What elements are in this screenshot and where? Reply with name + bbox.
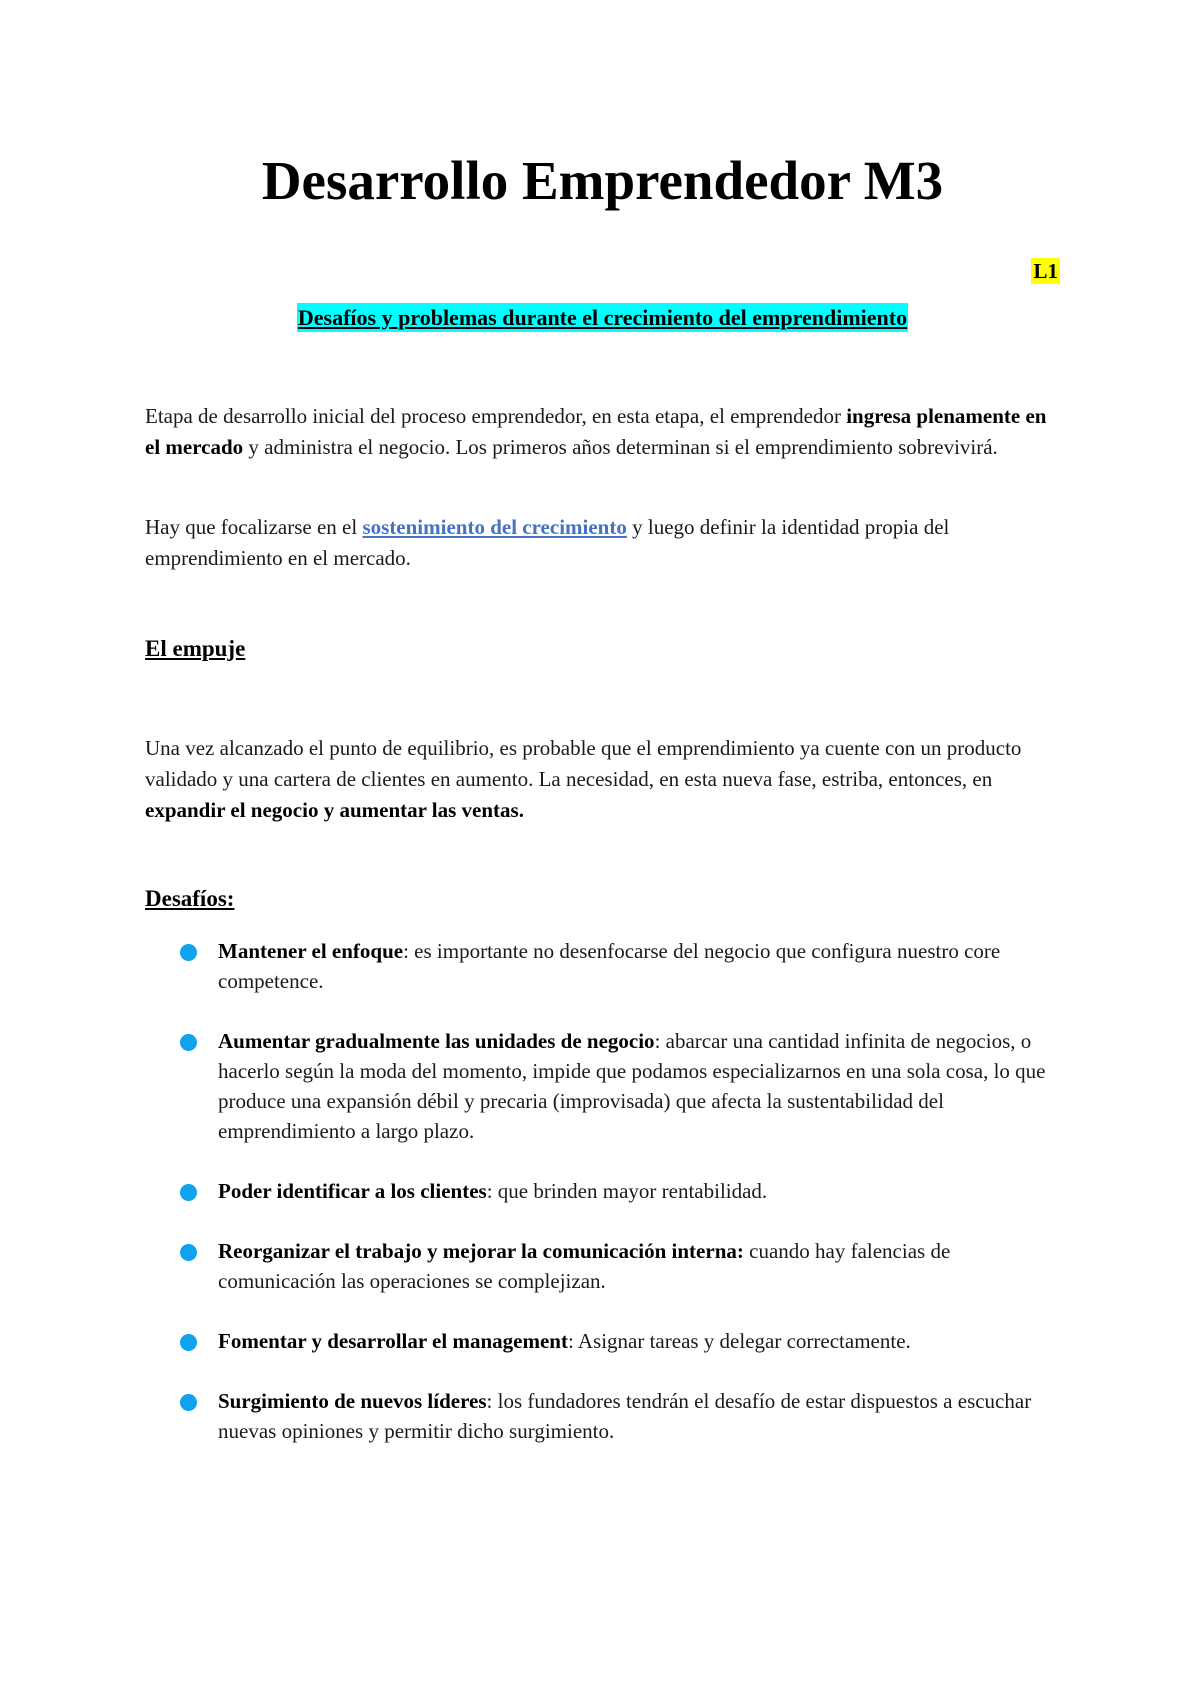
item-bold: Surgimiento de nuevos líderes [218,1389,487,1413]
document-subtitle: Desafíos y problemas durante el crecimiento del emprendimiento [297,305,908,330]
list-item [180,1026,1060,1146]
list-item [180,1326,1060,1356]
bullet-dot-icon [180,1244,197,1261]
item-text: : abarcar una cantidad infinita de negocios, o hacerlo según la moda del momento, impide que podamos especializarnos en una sola cosa, lo que produce una expansión débil y precaria (improvisada) que afecta la sustentabilidad del emprendimiento a largo plazo. [218,1029,1046,1143]
subtitle-row [145,305,1060,331]
item-bold: Poder identificar a los clientes [218,1179,487,1203]
lesson-tag: L1 [1033,259,1058,283]
item-text: : es importante no desenfocarse del negocio que configura nuestro core competence. [218,939,1001,993]
item-bold: Fomentar y desarrollar el management [218,1329,568,1353]
item-bold: Aumentar gradualmente las unidades de negocio [218,1029,655,1053]
empuje-paragraph [145,733,1060,826]
desafios-heading: Desafíos: [145,886,235,911]
intro-p1-text-b: y administra el negocio. Los primeros años determinan si el emprendimiento sobrevivirá. [243,435,998,459]
bullet-dot-icon [180,1184,197,1201]
desafios-list [180,936,1060,1476]
empuje-text: Una vez alcanzado el punto de equilibrio, es probable que el emprendimiento ya cuente con un producto validado y una cartera de clientes en aumento. La necesidad, en esta nueva fase, estriba, entonces, en [145,736,1022,791]
item-text: : los fundadores tendrán el desafío de estar dispuestos a escuchar nuevas opiniones y permitir dicho surgimiento. [218,1389,1032,1443]
item-bold: Reorganizar el trabajo y mejorar la comunicación interna: [218,1239,744,1263]
intro-p2-text-b: y luego definir la identidad propia del emprendimiento en el mercado. [145,515,950,570]
item-text: : que brinden mayor rentabilidad. [486,1179,768,1203]
list-item [180,936,1060,996]
item-text: cuando hay falencias de comunicación las operaciones se complejizan. [218,1239,951,1293]
sostenimiento-link[interactable]: sostenimiento del crecimiento [362,515,627,539]
document-title: Desarrollo Emprendedor M3 [261,150,944,211]
intro-p1-bold: ingresa plenamente en el mercado [145,404,1047,459]
item-bold: Mantener el enfoque [218,939,404,963]
list-item [180,1236,1060,1296]
intro-paragraph-2 [145,512,1060,574]
empuje-bold: expandir el negocio y aumentar las ventas. [145,798,524,822]
intro-p2-text-a: Hay que focalizarse en el [145,515,363,539]
intro-p1-text-a: Etapa de desarrollo inicial del proceso emprendedor, en esta etapa, el emprendedor [145,404,847,428]
bullet-dot-icon [180,1394,197,1411]
list-item [180,1386,1060,1446]
bullet-dot-icon [180,944,197,961]
empuje-heading: El empuje [145,636,246,661]
item-text: : Asignar tareas y delegar correctamente. [567,1329,911,1353]
intro-paragraph-1 [145,401,1060,463]
list-item [180,1176,1060,1206]
bullet-dot-icon [180,1034,197,1051]
lesson-tag-row [145,259,1060,284]
bullet-dot-icon [180,1334,197,1351]
